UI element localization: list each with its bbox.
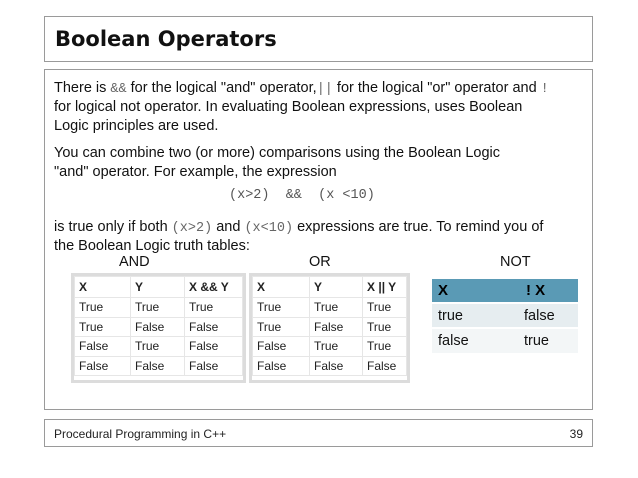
table-row [432,328,578,353]
table-cell: True [310,298,363,318]
table-cell: False [185,356,243,376]
table-row [75,356,243,376]
title-box [44,16,593,62]
table-cell: False [131,317,185,337]
table-cell: True [131,298,185,318]
and-truth-table [74,276,243,376]
table-cell: True [363,317,407,337]
header-cell: X [253,277,310,298]
table-cell: true [432,303,496,328]
code-example: (x>2) && (x <10) [229,188,375,203]
paragraph-1-line-2: for logical not operator. In evaluating Boolean expressions, uses Boolean [54,99,523,115]
table-cell: True [131,337,185,357]
table-row [75,337,243,357]
code-x-lt-10: (x<10) [244,221,294,236]
table-row [253,356,407,376]
not-label: NOT [500,254,531,270]
table-cell: True [310,337,363,357]
course-name: Procedural Programming in C++ [54,427,227,441]
table-cell: True [75,317,131,337]
page-number: 39 [569,427,583,441]
table-header-row [75,277,243,298]
and-table-frame [71,273,246,383]
text: for the logical "or" operator and [332,80,541,96]
table-cell: True [253,317,310,337]
and-operator-code: && [110,82,127,97]
or-table-frame [249,273,410,383]
table-cell: true [496,328,578,353]
table-row [253,317,407,337]
text: There is [54,80,111,96]
table-cell: False [131,356,185,376]
table-cell: False [310,317,363,337]
not-truth-table [432,279,578,353]
table-cell: False [253,356,310,376]
header-cell: X || Y [363,277,407,298]
table-row [75,317,243,337]
table-cell: False [185,337,243,357]
text: for the logical "and" operator, [126,80,317,96]
table-cell: False [253,337,310,357]
table-cell: False [75,356,131,376]
text: is true only if both [54,219,172,235]
table-row [75,298,243,318]
header-cell: X && Y [185,277,243,298]
or-truth-table [252,276,407,376]
table-cell: False [310,356,363,376]
table-cell: false [496,303,578,328]
header-cell: X [75,277,131,298]
table-cell: false [432,328,496,353]
and-label: AND [119,254,150,270]
or-label: OR [309,254,331,270]
table-row [253,337,407,357]
table-cell: False [185,317,243,337]
footer [44,419,593,447]
text: and [212,219,245,235]
paragraph-1-line-3: Logic principles are used. [54,118,219,134]
header-cell: ! X [496,279,578,303]
not-operator-code: ! [540,82,549,97]
table-row [253,298,407,318]
table-row [432,303,578,328]
table-header-row [432,279,578,303]
header-cell: X [432,279,496,303]
header-cell: Y [131,277,185,298]
table-header-row [253,277,407,298]
table-cell: True [185,298,243,318]
text: expressions are true. To remind you of [293,219,544,235]
table-cell: False [363,356,407,376]
paragraph-2-line-2: "and" operator. For example, the expression [54,164,337,180]
table-cell: False [75,337,131,357]
paragraph-3-line-2: the Boolean Logic truth tables: [54,238,250,254]
table-cell: True [363,337,407,357]
table-cell: True [363,298,407,318]
header-cell: Y [310,277,363,298]
paragraph-2-line-1: You can combine two (or more) comparisons using the Boolean Logic [54,145,500,161]
table-cell: True [253,298,310,318]
or-operator-code: || [316,82,333,97]
code-x-gt-2: (x>2) [171,221,213,236]
slide-title: Boolean Operators [55,27,277,51]
table-cell: True [75,298,131,318]
